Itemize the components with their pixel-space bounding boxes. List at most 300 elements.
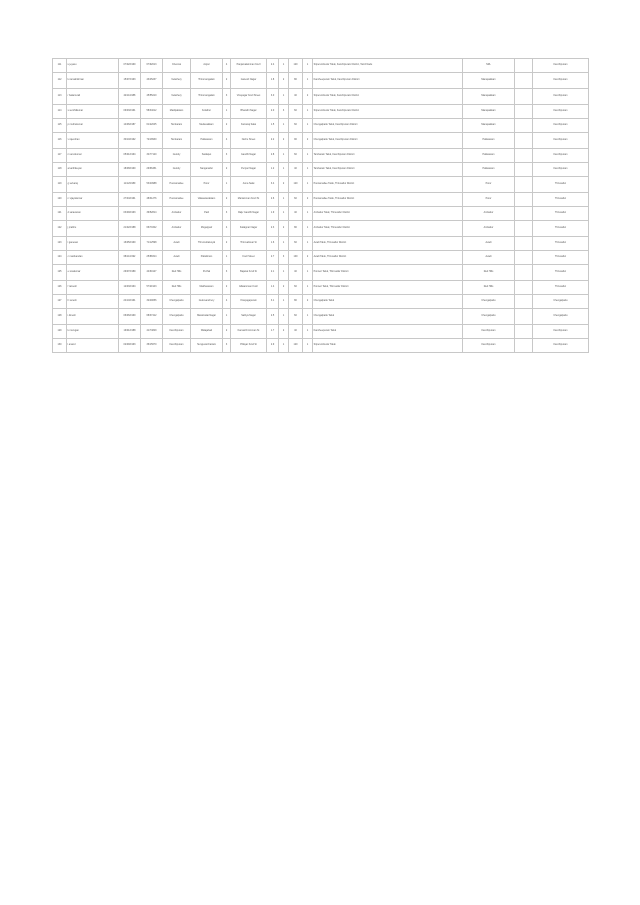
table-cell: Thiruvallur [533,251,589,265]
table-row [53,89,589,105]
table-cell: 22/11/1988 [119,89,141,105]
table-cell: Thiruvallur [533,281,589,295]
table-cell: Red Hills [163,281,191,295]
table-cell: Porur [191,177,223,193]
table-cell: 1 [303,207,313,221]
table-cell: Adyar [191,59,223,73]
table-cell: 1 [303,105,313,119]
table-cell: Sathya Nagar [231,309,267,325]
table-cell: 48/31276 [141,193,163,207]
table-cell: Sriperumbudur Taluk [313,339,463,353]
table-cell: a karthikeyan [67,163,119,177]
table-cell: k murugan [67,325,119,339]
table-cell: 60 [289,309,303,325]
table-cell: 1 [303,73,313,89]
table-cell: 14/06/1987 [119,119,141,133]
table-cell: Nehru Street [231,133,267,149]
table-cell: 2.4 [267,59,279,73]
table-cell: Vinayagapuram [231,295,267,309]
table-cell: 1 [279,193,289,207]
table-cell: 40 [289,325,303,339]
table-cell: 1 [303,177,313,193]
table-cell: 111 [53,59,67,73]
table-cell: Thirumangalam [191,89,223,105]
table-cell: Kanchipuram [533,105,589,119]
table-cell: Ponneri Taluk, Thiruvallur District [313,265,463,281]
table-cell: Bharathi Nagar [231,105,267,119]
table-cell: Bajanai Kovil St [231,265,267,281]
table-cell: Padi [191,207,223,221]
table-cell [515,251,533,265]
table-cell: 3 [223,149,231,163]
table-cell [515,119,533,133]
table-cell: 1 [223,251,231,265]
table-cell: Ambattur [163,221,191,237]
table-cell: 100 [289,251,303,265]
table-cell: 1 [303,163,313,177]
table-cell: r balamurali [67,89,119,105]
table-cell: Red Hills [463,281,515,295]
table-cell: 120 [289,177,303,193]
table-cell: 124 [53,251,67,265]
table-cell: Pillayar Kovil St [231,339,267,353]
table-cell: 1 [279,207,289,221]
table-cell: Kovil Street [231,251,267,265]
table-cell: 60 [289,105,303,119]
table-cell: 1.9 [267,207,279,221]
table-row [53,207,589,221]
table-cell: 1 [303,149,313,163]
table-cell: 1 [303,325,313,339]
table-cell: Pallavaram [463,163,515,177]
table-cell: 4 [223,295,231,309]
table-cell: Sunguvarchatram [191,339,223,353]
table-cell: 19/01/1988 [119,325,141,339]
table-cell: 1 [279,309,289,325]
table-cell: 129 [53,325,67,339]
table-cell: 2.6 [267,193,279,207]
table-cell: Pattabiram [191,251,223,265]
table-cell: 1 [279,89,289,105]
table-cell: Sriperumbudur Taluk, Kanchipuram District [313,89,463,105]
table-row [53,73,589,89]
table-cell [515,163,533,177]
table-cell: 61/22045 [141,119,163,133]
table-cell: 1 [303,237,313,251]
table-cell: 60 [289,149,303,163]
table-cell: 118 [53,163,67,177]
table-cell: Guindy [163,163,191,177]
table-cell: 2.8 [267,149,279,163]
table-cell: Chengalpattu [163,295,191,309]
table-cell: 2 [303,89,313,105]
table-row [53,339,589,353]
table-cell: Kanchipuram [533,325,589,339]
table-cell: 2 [279,73,289,89]
table-cell [515,59,533,73]
table-row [53,265,589,281]
table-cell: Chengalpattu Taluk, Kanchipuram District [313,119,463,133]
table-cell: 72/18930 [141,133,163,149]
table-cell [515,73,533,89]
table-cell: 120 [289,339,303,353]
table-cell: 06/06/1990 [119,309,141,325]
table-cell: 2 [223,325,231,339]
table-cell: Saidapet [191,149,223,163]
table-cell: Thiruvallur [533,221,589,237]
table-cell: 1 [303,221,313,237]
table-cell: Tambaram Taluk, Kanchipuram District [313,163,463,177]
table-cell: m arunkumar [67,149,119,163]
table-cell: Kalaignar Nagar [231,221,267,237]
table-cell: 115 [53,119,67,133]
table-cell: 2 [223,237,231,251]
table-cell: Valasaravakkam [191,193,223,207]
table-cell: Avadi [163,251,191,265]
table-cell: 27/04/1991 [119,193,141,207]
table-cell: 1 [279,149,289,163]
table-cell: f ramesh [67,281,119,295]
table-cell: Ambattur Taluk, Thiruvallur District [313,221,463,237]
table-cell: Red Hills [163,265,191,281]
table-cell: Chengalpattu [533,295,589,309]
table-cell: i dinesh [67,309,119,325]
table-cell: Manapakkam [463,119,515,133]
table-cell [515,325,533,339]
table-cell: Chengalpattu [463,295,515,309]
table-cell: Manapakkam [463,89,515,105]
table-cell: 113 [53,89,67,105]
table-cell: SRL [463,59,515,73]
table-cell: 2 [223,281,231,295]
table-cell: v rajendran [67,133,119,149]
table-cell: 1 [223,105,231,119]
table-cell: 112 [53,73,67,89]
table-cell: 2 [279,221,289,237]
table-cell: 4 [223,221,231,237]
table-cell: Anna Salai [231,177,267,193]
table-cell: Gandhi Nagar [231,149,267,163]
table-cell: Pallavaram [463,149,515,163]
table-cell: Pallavaram [463,133,515,149]
table-cell: 130 [53,339,67,353]
table-cell: Kanchipuram [533,339,589,353]
table-cell: Red Hills [463,265,515,281]
table-cell: Rajiv Gandhi Nagar [231,207,267,221]
table-row [53,59,589,73]
table-cell: Kanchipuram [533,163,589,177]
table-row [53,281,589,295]
table-cell: Periyar Nagar [231,163,267,177]
table-cell: g selvaraj [67,177,119,193]
table-cell: 3 [279,251,289,265]
table-cell: 05/01/1994 [119,149,141,163]
table-cell: k ramakrishnan [67,73,119,89]
table-cell: 125 [53,265,67,281]
table-cell: u jeyasu [67,59,119,73]
table-cell: 30/10/1992 [119,133,141,149]
table-cell: 2.2 [267,133,279,149]
table-cell: Thirumullaivoyal [191,237,223,251]
table-cell: 40 [289,265,303,281]
table-cell: Kancheepuram Taluk, Kanchipuram District [313,73,463,89]
table-cell: 60 [289,119,303,133]
table-cell: Avadi [463,237,515,251]
table-cell: 3.4 [267,177,279,193]
table-cell: 1 [303,309,313,325]
table-cell: 1 [303,119,313,133]
table-cell: s senthilkumar [67,105,119,119]
table-cell: d saravanan [67,207,119,221]
table-cell: 117 [53,149,67,163]
table-row [53,133,589,149]
table-cell [515,281,533,295]
table-cell: 127 [53,295,67,309]
table-cell: 21/02/1988 [119,221,141,237]
table-cell: Vinayagar Kovil Street [231,89,267,105]
table-cell: 116 [53,133,67,149]
table-cell [515,221,533,237]
table-row [53,325,589,339]
table-cell: Chengalpattu [463,309,515,325]
table-cell: 29/07/1989 [119,265,141,281]
table-cell: 1 [279,237,289,251]
table-cell: 60 [289,281,303,295]
table-cell: 71/12598 [141,237,163,251]
table-cell: 2 [223,163,231,177]
table-cell: 1 [279,119,289,133]
table-cell: 29/66451 [141,163,163,177]
table-cell: 08/11/1992 [119,251,141,265]
table-cell: 2 [279,133,289,149]
table-cell: Kanchipuram [463,325,515,339]
table-cell: e sivakumar [67,265,119,281]
table-cell: Kolathur [191,105,223,119]
table-cell [515,265,533,281]
table-cell: 1 [223,177,231,193]
table-row [53,149,589,163]
table-cell: Madipakkam [163,105,191,119]
table-cell: 1 [279,59,289,73]
table-cell: 2 [279,177,289,193]
table-cell: 2.0 [267,105,279,119]
table-cell: l anand [67,339,119,353]
table-cell: Kancheepuram Taluk [313,325,463,339]
table-cell: 3 [223,265,231,281]
table-cell: Kanchipuram [533,89,589,105]
table-cell: 2 [303,133,313,149]
table-cell: Porur [463,193,515,207]
table-cell: 2 [223,73,231,89]
table-cell: Thiruvallur [533,265,589,281]
table-cell: Ambattur [463,207,515,221]
table-cell: 120 [289,59,303,73]
register-table [52,58,589,353]
table-cell: Ambattur Taluk, Thiruvallur District [313,207,463,221]
table-cell: 120 [53,193,67,207]
table-cell: 40 [289,207,303,221]
table-cell: 09/03/1991 [119,105,141,119]
table-row [53,295,589,309]
table-cell: 2.1 [267,265,279,281]
table-cell: 07/02/1990 [119,59,141,73]
table-cell [515,295,533,309]
table-cell: 41/74829 [141,325,163,339]
table-cell: 3 [279,105,289,119]
table-cell: Poonamallee [163,193,191,207]
table-cell: Poonamallee Taluk, Thiruvallur District [313,177,463,193]
table-cell [515,133,533,149]
table-cell: Tambaram [163,119,191,133]
table-cell: Thiruvallur [533,177,589,193]
table-cell: 40 [289,89,303,105]
table-cell: Kanchipuram [533,149,589,163]
table-cell: 34/77120 [141,149,163,163]
table-cell: 114 [53,105,67,119]
table-row [53,193,589,207]
table-cell: 67/92013 [141,59,163,73]
table-cell: Ganesh Nagar [231,73,267,89]
table-cell: Pallavaram [191,133,223,149]
table-cell: Ambattur [463,221,515,237]
table-cell: 24/10/1991 [119,295,141,309]
table-cell [515,177,533,193]
table-cell: Guindy [163,149,191,163]
table-cell: 3 [223,207,231,221]
table-cell: Kanchipuram [533,73,589,89]
table-cell: Kamatchi Amman St [231,325,267,339]
table-row [53,163,589,177]
table-cell: 80 [289,73,303,89]
table-cell: Thiruvallur [533,207,589,221]
table-cell: Maraimalai Nagar [191,309,223,325]
table-cell: Poonamallee Taluk, Thiruvallur District [313,193,463,207]
table-cell: Chengalpattu Taluk [313,295,463,309]
table-cell: 66/70342 [141,221,163,237]
table-cell: Mariamman Kovil St [231,193,267,207]
table-cell: Poonamallee [163,177,191,193]
table-cell: 12/03/1994 [119,281,141,295]
table-cell: 3 [223,89,231,105]
table-cell: 126 [53,281,67,295]
table-cell: 43/45237 [141,73,163,89]
table-cell: Porur [463,177,515,193]
table-cell: 60 [289,193,303,207]
table-cell: Kanchipuram [463,339,515,353]
table-cell: j prabhu [67,221,119,237]
table-cell: 2 [303,295,313,309]
table-cell: 80 [289,295,303,309]
table-cell: Chennai [163,59,191,73]
table-cell: 122 [53,221,67,237]
table-cell: 119 [53,177,67,193]
table-cell: Tambaram Taluk, Kanchipuram District [313,149,463,163]
table-row [53,177,589,193]
table-cell: Thiruvallur [533,237,589,251]
table-row [53,105,589,119]
table-cell: 68/37412 [141,309,163,325]
table-cell: 1 [303,339,313,353]
table-cell: Kanchipuram [163,325,191,339]
table-row [53,221,589,237]
table-cell: 1 [303,59,313,73]
table-cell: 1.8 [267,73,279,89]
table-cell: Madhavaram [191,281,223,295]
table-row [53,119,589,133]
table-cell: 3.0 [267,89,279,105]
table-cell: Sriperumbudur Taluk, Kanchipuram District [313,105,463,119]
table-cell: Thirumangalam [191,73,223,89]
table-cell [515,237,533,251]
table-cell: 123 [53,237,67,251]
table-cell: Mogappair [191,221,223,237]
table-cell: Guduvanchery [191,295,223,309]
table-cell: 53/40988 [141,177,163,193]
table-cell: 2.9 [267,339,279,353]
table-cell: c manikandan [67,251,119,265]
table-cell: Ambattur [163,207,191,221]
table-cell: Avadi Taluk, Thiruvallur District [313,251,463,265]
table-cell: Kamaraj Salai [231,119,267,133]
table-cell: Avadi [163,237,191,251]
table-cell: Velachery [163,89,191,105]
table-cell: 1.6 [267,237,279,251]
table-cell [515,89,533,105]
table-cell: 2.5 [267,309,279,325]
table-cell: 16/05/1990 [119,237,141,251]
table-row [53,237,589,251]
table-cell: 1 [279,295,289,309]
table-cell [515,105,533,119]
table-cell: Kanchipuram [533,119,589,133]
table-cell: 4 [223,133,231,149]
table-cell: 3.1 [267,295,279,309]
table-cell: 2 [223,119,231,133]
table-cell: Chengalpattu Taluk, Kanchipuram District [313,133,463,149]
table-cell: 44/60127 [141,265,163,281]
table-cell: 45/55210 [141,89,163,105]
table-cell: Thiruvallur [533,193,589,207]
table-cell: Chengalpattu [533,309,589,325]
table-cell: 25/88314 [141,251,163,265]
table-cell: t ganesan [67,237,119,251]
table-cell: 128 [53,309,67,325]
table-cell: 1.4 [267,281,279,295]
table-cell: Ponneri Taluk, Thiruvallur District [313,281,463,295]
table-cell: Manapakkam [463,73,515,89]
table-cell: Thiruvalluvar St [231,237,267,251]
table-row [53,251,589,265]
table-cell: 1 [279,163,289,177]
table-cell: 1 [303,281,313,295]
table-cell: Walajabad [191,325,223,339]
table-cell [515,193,533,207]
table-cell: 02/09/1993 [119,339,141,353]
table-cell: Sriperumbudur Taluk, Kanchipuram District, Tamil Nadu [313,59,463,73]
table-cell: 90 [289,133,303,149]
table-cell: Medavakkam [191,119,223,133]
table-cell: Nanganallur [191,163,223,177]
table-cell: 1 [279,265,289,281]
table-cell: 4 [223,59,231,73]
table-cell: 32/49056 [141,295,163,309]
table-cell: 1.2 [267,163,279,177]
table-cell: 2 [223,193,231,207]
table-cell: Puzhal [191,265,223,281]
table-cell: 1.7 [267,325,279,339]
table-cell: 40 [289,163,303,177]
table-cell [515,207,533,221]
